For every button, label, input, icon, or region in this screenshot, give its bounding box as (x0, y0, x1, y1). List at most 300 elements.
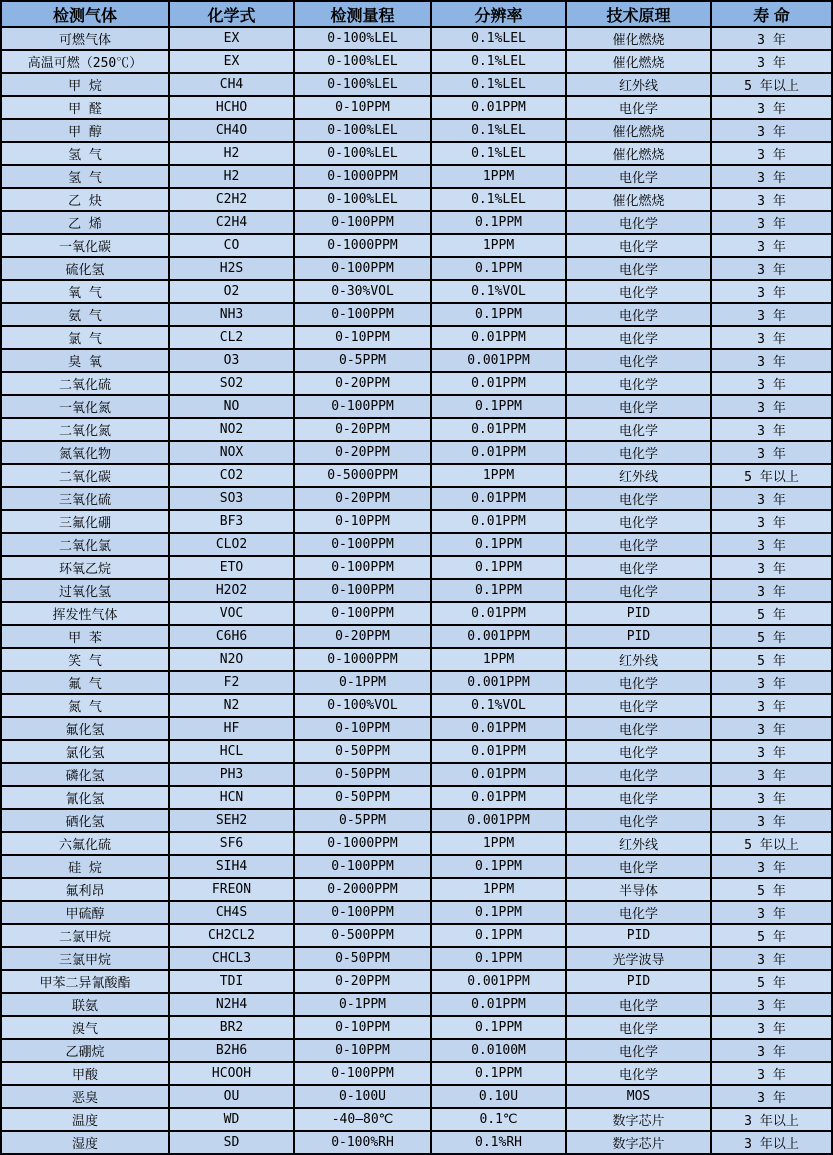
range-cell: 0-20PPM (294, 372, 431, 395)
formula-cell: CO2 (169, 464, 294, 487)
range-cell: 0-100PPM (294, 556, 431, 579)
lifespan-cell: 5 年 (711, 625, 832, 648)
table-row (1, 303, 832, 326)
resolution-cell: 0.01PPM (431, 418, 566, 441)
gas-name-cell: 可燃气体 (1, 27, 169, 50)
lifespan-cell: 3 年 (711, 855, 832, 878)
range-cell: 0-50PPM (294, 947, 431, 970)
gas-name-cell: 甲 苯 (1, 625, 169, 648)
gas-name-cell: 恶臭 (1, 1085, 169, 1108)
formula-cell: SO2 (169, 372, 294, 395)
range-cell: 0-50PPM (294, 763, 431, 786)
resolution-cell: 0.1%LEL (431, 50, 566, 73)
principle-cell: 红外线 (566, 648, 711, 671)
formula-cell: SF6 (169, 832, 294, 855)
principle-cell: 电化学 (566, 510, 711, 533)
table-row (1, 487, 832, 510)
principle-cell: 电化学 (566, 211, 711, 234)
header-row (1, 1, 832, 27)
lifespan-cell: 3 年 (711, 234, 832, 257)
formula-cell: O3 (169, 349, 294, 372)
gas-name-cell: 过氧化氢 (1, 579, 169, 602)
resolution-cell: 0.001PPM (431, 671, 566, 694)
table-row (1, 257, 832, 280)
resolution-cell: 0.1PPM (431, 303, 566, 326)
formula-cell: EX (169, 27, 294, 50)
lifespan-cell: 3 年 (711, 740, 832, 763)
range-cell: 0-30%VOL (294, 280, 431, 303)
gas-name-cell: 联氨 (1, 993, 169, 1016)
range-cell: 0-50PPM (294, 786, 431, 809)
range-cell: 0-100U (294, 1085, 431, 1108)
formula-cell: CH4O (169, 119, 294, 142)
resolution-cell: 0.1PPM (431, 533, 566, 556)
principle-cell: 电化学 (566, 809, 711, 832)
formula-cell: VOC (169, 602, 294, 625)
resolution-cell: 0.1PPM (431, 855, 566, 878)
range-cell: 0-10PPM (294, 1039, 431, 1062)
gas-name-cell: 硫化氢 (1, 257, 169, 280)
table-row (1, 73, 832, 96)
principle-cell: 催化燃烧 (566, 50, 711, 73)
principle-cell: 电化学 (566, 556, 711, 579)
resolution-cell: 0.1PPM (431, 1062, 566, 1085)
table-row (1, 786, 832, 809)
lifespan-cell: 3 年 (711, 257, 832, 280)
lifespan-cell: 3 年 (711, 1062, 832, 1085)
range-cell: 0-100%LEL (294, 50, 431, 73)
lifespan-cell: 5 年 (711, 602, 832, 625)
lifespan-cell: 5 年 (711, 878, 832, 901)
table-row (1, 211, 832, 234)
table-row (1, 510, 832, 533)
gas-name-cell: 挥发性气体 (1, 602, 169, 625)
formula-cell: PH3 (169, 763, 294, 786)
resolution-cell: 0.01PPM (431, 372, 566, 395)
resolution-cell: 0.1PPM (431, 901, 566, 924)
principle-cell: 电化学 (566, 372, 711, 395)
lifespan-cell: 3 年 (711, 326, 832, 349)
principle-cell: 红外线 (566, 464, 711, 487)
lifespan-cell: 3 年 (711, 809, 832, 832)
gas-name-cell: 氰化氢 (1, 786, 169, 809)
resolution-cell: 0.1%LEL (431, 142, 566, 165)
table-row (1, 280, 832, 303)
resolution-cell: 0.1%LEL (431, 119, 566, 142)
formula-cell: SO3 (169, 487, 294, 510)
gas-name-cell: 氮 气 (1, 694, 169, 717)
table-header (1, 1, 832, 27)
table-row (1, 418, 832, 441)
table-row (1, 671, 832, 694)
resolution-cell: 0.1PPM (431, 1016, 566, 1039)
gas-name-cell: 甲 醇 (1, 119, 169, 142)
resolution-cell: 1PPM (431, 165, 566, 188)
resolution-cell: 0.01PPM (431, 602, 566, 625)
table-row (1, 533, 832, 556)
formula-cell: N2 (169, 694, 294, 717)
principle-cell: 电化学 (566, 579, 711, 602)
principle-cell: 催化燃烧 (566, 27, 711, 50)
resolution-cell: 0.01PPM (431, 717, 566, 740)
lifespan-cell: 3 年 (711, 717, 832, 740)
principle-cell: 数字芯片 (566, 1131, 711, 1154)
formula-cell: SIH4 (169, 855, 294, 878)
table-row (1, 855, 832, 878)
resolution-cell: 0.001PPM (431, 625, 566, 648)
table-row (1, 27, 832, 50)
lifespan-cell: 3 年 (711, 947, 832, 970)
formula-cell: TDI (169, 970, 294, 993)
gas-name-cell: 甲硫醇 (1, 901, 169, 924)
formula-cell: B2H6 (169, 1039, 294, 1062)
table-row (1, 625, 832, 648)
principle-cell: 电化学 (566, 993, 711, 1016)
principle-cell: 电化学 (566, 487, 711, 510)
gas-name-cell: 甲 醛 (1, 96, 169, 119)
table-row (1, 763, 832, 786)
resolution-cell: 0.1%VOL (431, 694, 566, 717)
formula-cell: ETO (169, 556, 294, 579)
resolution-cell: 0.1%LEL (431, 27, 566, 50)
range-cell: 0-100PPM (294, 533, 431, 556)
range-cell: 0-5PPM (294, 349, 431, 372)
resolution-cell: 0.001PPM (431, 970, 566, 993)
gas-name-cell: 二氧化硫 (1, 372, 169, 395)
formula-cell: HF (169, 717, 294, 740)
lifespan-cell: 3 年 (711, 142, 832, 165)
principle-cell: 红外线 (566, 73, 711, 96)
gas-name-cell: 温度 (1, 1108, 169, 1131)
range-cell: 0-100%LEL (294, 73, 431, 96)
lifespan-cell: 5 年 (711, 970, 832, 993)
principle-cell: 催化燃烧 (566, 188, 711, 211)
range-cell: 0-100PPM (294, 211, 431, 234)
resolution-cell: 0.01PPM (431, 96, 566, 119)
range-cell: 0-100PPM (294, 1062, 431, 1085)
gas-name-cell: 氟利昂 (1, 878, 169, 901)
range-cell: 0-10PPM (294, 96, 431, 119)
formula-cell: H2 (169, 142, 294, 165)
table-row (1, 326, 832, 349)
gas-name-cell: 环氧乙烷 (1, 556, 169, 579)
resolution-cell: 0.01PPM (431, 740, 566, 763)
gas-name-cell: 氮氧化物 (1, 441, 169, 464)
column-header-gas: 检测气体 (1, 1, 169, 27)
formula-cell: HCN (169, 786, 294, 809)
table-row (1, 924, 832, 947)
lifespan-cell: 3 年以上 (711, 1108, 832, 1131)
principle-cell: 半导体 (566, 878, 711, 901)
resolution-cell: 0.01PPM (431, 326, 566, 349)
range-cell: 0-1000PPM (294, 234, 431, 257)
lifespan-cell: 3 年 (711, 188, 832, 211)
lifespan-cell: 3 年 (711, 993, 832, 1016)
resolution-cell: 0.1PPM (431, 924, 566, 947)
principle-cell: 电化学 (566, 1062, 711, 1085)
range-cell: 0-20PPM (294, 487, 431, 510)
gas-name-cell: 甲苯二异氰酸酯 (1, 970, 169, 993)
table-row (1, 901, 832, 924)
principle-cell: 电化学 (566, 96, 711, 119)
formula-cell: BR2 (169, 1016, 294, 1039)
table-row (1, 648, 832, 671)
gas-name-cell: 氢 气 (1, 142, 169, 165)
resolution-cell: 0.1PPM (431, 211, 566, 234)
table-row (1, 96, 832, 119)
range-cell: 0-100PPM (294, 579, 431, 602)
column-header-principle: 技术原理 (566, 1, 711, 27)
formula-cell: N2O (169, 648, 294, 671)
range-cell: 0-100PPM (294, 395, 431, 418)
lifespan-cell: 3 年 (711, 372, 832, 395)
formula-cell: FREON (169, 878, 294, 901)
principle-cell: 催化燃烧 (566, 142, 711, 165)
table-row (1, 119, 832, 142)
resolution-cell: 1PPM (431, 464, 566, 487)
formula-cell: C2H4 (169, 211, 294, 234)
formula-cell: SEH2 (169, 809, 294, 832)
range-cell: 0-10PPM (294, 717, 431, 740)
principle-cell: 电化学 (566, 1016, 711, 1039)
principle-cell: 电化学 (566, 303, 711, 326)
formula-cell: C2H2 (169, 188, 294, 211)
table-row (1, 1131, 832, 1154)
table-row (1, 1085, 832, 1108)
formula-cell: HCHO (169, 96, 294, 119)
principle-cell: 电化学 (566, 763, 711, 786)
formula-cell: O2 (169, 280, 294, 303)
lifespan-cell: 3 年 (711, 556, 832, 579)
table-row (1, 694, 832, 717)
resolution-cell: 0.1%VOL (431, 280, 566, 303)
principle-cell: MOS (566, 1085, 711, 1108)
gas-name-cell: 六氟化硫 (1, 832, 169, 855)
table-row (1, 188, 832, 211)
lifespan-cell: 3 年 (711, 27, 832, 50)
table-row (1, 50, 832, 73)
range-cell: 0-100%LEL (294, 27, 431, 50)
column-header-resolution: 分辨率 (431, 1, 566, 27)
gas-name-cell: 二氯甲烷 (1, 924, 169, 947)
gas-name-cell: 乙 炔 (1, 188, 169, 211)
principle-cell: 电化学 (566, 717, 711, 740)
lifespan-cell: 5 年以上 (711, 73, 832, 96)
table-row (1, 993, 832, 1016)
formula-cell: NOX (169, 441, 294, 464)
table-row (1, 740, 832, 763)
formula-cell: WD (169, 1108, 294, 1131)
gas-name-cell: 溴气 (1, 1016, 169, 1039)
range-cell: 0-20PPM (294, 418, 431, 441)
gas-name-cell: 臭 氧 (1, 349, 169, 372)
range-cell: 0-500PPM (294, 924, 431, 947)
principle-cell: 电化学 (566, 533, 711, 556)
table-row (1, 947, 832, 970)
principle-cell: 电化学 (566, 855, 711, 878)
range-cell: -40—80℃ (294, 1108, 431, 1131)
formula-cell: BF3 (169, 510, 294, 533)
gas-name-cell: 二氧化氮 (1, 418, 169, 441)
gas-name-cell: 三氟化硼 (1, 510, 169, 533)
formula-cell: CH2CL2 (169, 924, 294, 947)
principle-cell: 电化学 (566, 441, 711, 464)
lifespan-cell: 3 年 (711, 671, 832, 694)
table-row (1, 717, 832, 740)
formula-cell: SD (169, 1131, 294, 1154)
formula-cell: CL2 (169, 326, 294, 349)
principle-cell: PID (566, 602, 711, 625)
gas-name-cell: 甲 烷 (1, 73, 169, 96)
lifespan-cell: 3 年 (711, 1039, 832, 1062)
gas-name-cell: 乙硼烷 (1, 1039, 169, 1062)
lifespan-cell: 3 年 (711, 1016, 832, 1039)
range-cell: 0-10PPM (294, 1016, 431, 1039)
lifespan-cell: 3 年以上 (711, 1131, 832, 1154)
table-row (1, 809, 832, 832)
lifespan-cell: 3 年 (711, 211, 832, 234)
lifespan-cell: 3 年 (711, 1085, 832, 1108)
lifespan-cell: 3 年 (711, 303, 832, 326)
range-cell: 0-1PPM (294, 993, 431, 1016)
principle-cell: PID (566, 970, 711, 993)
gas-name-cell: 三氯甲烷 (1, 947, 169, 970)
range-cell: 0-100PPM (294, 855, 431, 878)
table-row (1, 970, 832, 993)
range-cell: 0-100PPM (294, 257, 431, 280)
principle-cell: PID (566, 625, 711, 648)
formula-cell: CHCL3 (169, 947, 294, 970)
lifespan-cell: 3 年 (711, 694, 832, 717)
formula-cell: CLO2 (169, 533, 294, 556)
formula-cell: NO2 (169, 418, 294, 441)
table-row (1, 1016, 832, 1039)
lifespan-cell: 3 年 (711, 510, 832, 533)
table-row (1, 556, 832, 579)
resolution-cell: 0.1PPM (431, 579, 566, 602)
column-header-lifespan: 寿 命 (711, 1, 832, 27)
resolution-cell: 0.1%LEL (431, 73, 566, 96)
principle-cell: 电化学 (566, 1039, 711, 1062)
table-row (1, 602, 832, 625)
resolution-cell: 0.1℃ (431, 1108, 566, 1131)
principle-cell: 电化学 (566, 671, 711, 694)
formula-cell: HCOOH (169, 1062, 294, 1085)
range-cell: 0-5000PPM (294, 464, 431, 487)
resolution-cell: 0.001PPM (431, 349, 566, 372)
resolution-cell: 0.1PPM (431, 556, 566, 579)
principle-cell: 电化学 (566, 165, 711, 188)
gas-name-cell: 氨 气 (1, 303, 169, 326)
principle-cell: 红外线 (566, 832, 711, 855)
lifespan-cell: 3 年 (711, 50, 832, 73)
table-row (1, 1062, 832, 1085)
lifespan-cell: 3 年 (711, 533, 832, 556)
table-body (1, 27, 832, 1154)
resolution-cell: 0.01PPM (431, 993, 566, 1016)
table-row (1, 234, 832, 257)
formula-cell: C6H6 (169, 625, 294, 648)
formula-cell: NH3 (169, 303, 294, 326)
principle-cell: 电化学 (566, 694, 711, 717)
gas-name-cell: 氯 气 (1, 326, 169, 349)
formula-cell: CH4 (169, 73, 294, 96)
range-cell: 0-100%LEL (294, 119, 431, 142)
column-header-range: 检测量程 (294, 1, 431, 27)
range-cell: 0-1000PPM (294, 165, 431, 188)
principle-cell: 电化学 (566, 349, 711, 372)
resolution-cell: 0.1%RH (431, 1131, 566, 1154)
lifespan-cell: 3 年 (711, 786, 832, 809)
resolution-cell: 0.001PPM (431, 809, 566, 832)
resolution-cell: 0.01PPM (431, 786, 566, 809)
range-cell: 0-1000PPM (294, 832, 431, 855)
range-cell: 0-5PPM (294, 809, 431, 832)
lifespan-cell: 3 年 (711, 349, 832, 372)
principle-cell: 电化学 (566, 418, 711, 441)
range-cell: 0-20PPM (294, 970, 431, 993)
range-cell: 0-100PPM (294, 602, 431, 625)
table-row (1, 1108, 832, 1131)
resolution-cell: 0.01PPM (431, 441, 566, 464)
lifespan-cell: 5 年以上 (711, 464, 832, 487)
resolution-cell: 0.0100M (431, 1039, 566, 1062)
gas-name-cell: 氟化氢 (1, 717, 169, 740)
formula-cell: F2 (169, 671, 294, 694)
table-row (1, 832, 832, 855)
gas-name-cell: 硒化氢 (1, 809, 169, 832)
resolution-cell: 0.01PPM (431, 487, 566, 510)
principle-cell: 电化学 (566, 395, 711, 418)
table-row (1, 165, 832, 188)
principle-cell: 电化学 (566, 901, 711, 924)
gas-name-cell: 一氧化碳 (1, 234, 169, 257)
formula-cell: H2O2 (169, 579, 294, 602)
resolution-cell: 1PPM (431, 832, 566, 855)
resolution-cell: 0.1PPM (431, 395, 566, 418)
lifespan-cell: 5 年 (711, 648, 832, 671)
range-cell: 0-100%RH (294, 1131, 431, 1154)
resolution-cell: 1PPM (431, 234, 566, 257)
principle-cell: 电化学 (566, 740, 711, 763)
range-cell: 0-1PPM (294, 671, 431, 694)
range-cell: 0-20PPM (294, 625, 431, 648)
gas-name-cell: 氟 气 (1, 671, 169, 694)
principle-cell: 电化学 (566, 786, 711, 809)
range-cell: 0-100%VOL (294, 694, 431, 717)
formula-cell: H2S (169, 257, 294, 280)
lifespan-cell: 3 年 (711, 441, 832, 464)
formula-cell: CO (169, 234, 294, 257)
range-cell: 0-1000PPM (294, 648, 431, 671)
gas-name-cell: 氢 气 (1, 165, 169, 188)
resolution-cell: 1PPM (431, 878, 566, 901)
resolution-cell: 0.01PPM (431, 510, 566, 533)
principle-cell: 数字芯片 (566, 1108, 711, 1131)
resolution-cell: 1PPM (431, 648, 566, 671)
lifespan-cell: 3 年 (711, 395, 832, 418)
gas-name-cell: 氯化氢 (1, 740, 169, 763)
lifespan-cell: 3 年 (711, 418, 832, 441)
gas-name-cell: 三氧化硫 (1, 487, 169, 510)
formula-cell: CH4S (169, 901, 294, 924)
principle-cell: 催化燃烧 (566, 119, 711, 142)
lifespan-cell: 5 年 (711, 924, 832, 947)
principle-cell: PID (566, 924, 711, 947)
range-cell: 0-100PPM (294, 303, 431, 326)
gas-name-cell: 氧 气 (1, 280, 169, 303)
range-cell: 0-50PPM (294, 740, 431, 763)
